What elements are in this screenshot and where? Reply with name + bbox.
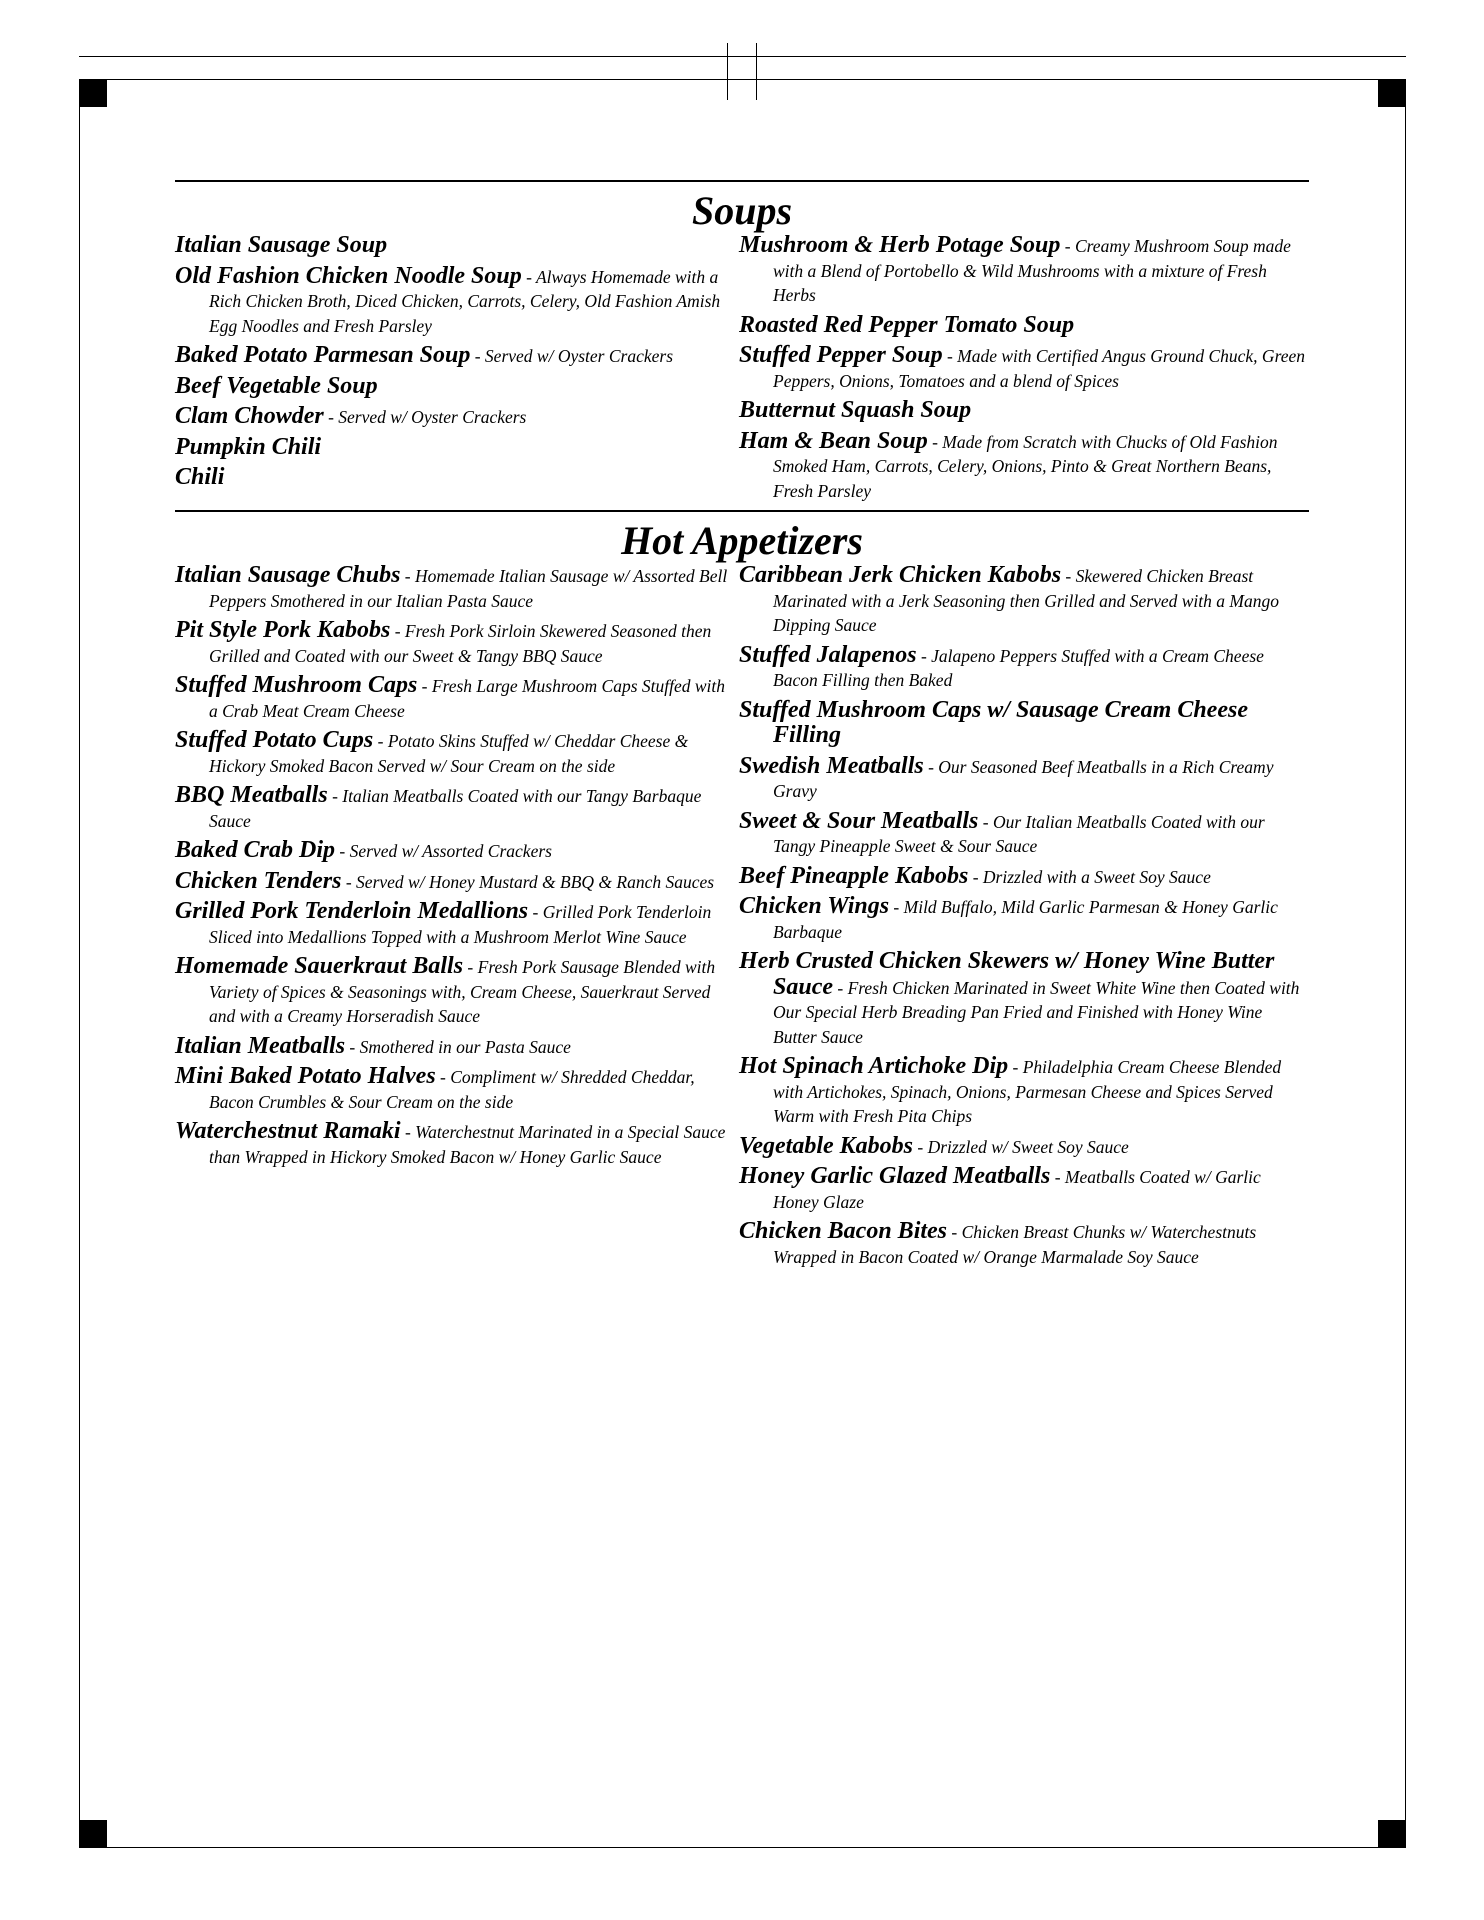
menu-item: [175, 839, 735, 865]
menu-item: [175, 262, 735, 340]
menu-item-name: Waterchestnut Ramaki: [175, 1118, 401, 1144]
menu-item: [739, 862, 1309, 891]
menu-item: [739, 344, 1309, 394]
menu-item: [739, 752, 1309, 805]
menu-item-name: Herb Crusted Chicken Skewers w/ Honey Wine Butter Sauce: [739, 948, 1275, 1000]
menu-item-description: - Chicken Breast Chunks w/ Waterchestnuts Wrapped in Bacon Coated w/ Orange Marmalade Soy Sauce: [773, 1222, 1257, 1267]
menu-item-name: Mini Baked Potato Halves: [175, 1063, 436, 1089]
hot-appetizers-left-column: [175, 564, 735, 1270]
menu-item-description: - Fresh Chicken Marinated in Sweet White Wine then Coated with Our Special Herb Breading Pan Fried and Finished with Honey Wine Butter Sauce: [773, 977, 1300, 1047]
hot-appetizers-top-rule: [175, 510, 1309, 512]
menu-item: [739, 895, 1309, 945]
menu-item: [739, 234, 1309, 309]
menu-item: [739, 564, 1309, 639]
menu-item-name: Stuffed Jalapenos: [739, 641, 917, 668]
menu-item-description: - Fresh Pork Sirloin Skewered Seasoned then Grilled and Coated with our Sweet & Tangy BBQ Sauce: [209, 621, 712, 666]
menu-item-description: - Always Homemade with a Rich Chicken Broth, Diced Chicken, Carrots, Celery, Old Fashion Amish Egg Noodles and Fresh Parsley: [209, 266, 721, 336]
menu-item-name: BBQ Meatballs: [175, 782, 328, 808]
menu-item-description: - Served w/ Honey Mustard & BBQ & Ranch Sauces: [341, 871, 715, 892]
menu-item: [175, 784, 735, 834]
menu-item-description: - Smothered in our Pasta Sauce: [345, 1036, 571, 1057]
menu-item-name: Grilled Pork Tenderloin Medallions: [175, 898, 529, 924]
menu-item: [175, 955, 735, 1030]
menu-item-name: Pumpkin Chili: [175, 433, 322, 460]
menu-item-description: - Fresh Large Mushroom Caps Stuffed with a Crab Meat Cream Cheese: [209, 676, 726, 721]
menu-item: [739, 427, 1309, 505]
menu-item-description: - Philadelphia Cream Cheese Blended with Artichokes, Spinach, Onions, Parmesan Cheese and Spices Served Warm with Fresh Pita Chips: [773, 1057, 1282, 1126]
menu-item-name: Chicken Wings: [739, 893, 890, 919]
menu-item-name: Roasted Red Pepper Tomato Soup: [739, 311, 1075, 338]
menu-item-name: Stuffed Mushroom Caps: [175, 672, 418, 698]
menu-item-description: - Jalapeno Peppers Stuffed with a Cream Cheese Bacon Filling then Baked: [773, 645, 1264, 690]
menu-item-name: Chicken Bacon Bites: [739, 1218, 948, 1244]
menu-item-description: - Homemade Italian Sausage w/ Assorted Bell Peppers Smothered in our Italian Pasta Sauce: [209, 566, 728, 611]
menu-item-name: Baked Potato Parmesan Soup: [175, 342, 471, 368]
menu-item-description: - Made with Certified Angus Ground Chuck, Green Peppers, Onions, Tomatoes and a blend of Spices: [773, 346, 1306, 391]
soups-top-rule: [175, 180, 1309, 182]
menu-item-description: - Served w/ Oyster Crackers: [323, 407, 527, 427]
menu-item-name: Caribbean Jerk Chicken Kabobs: [739, 562, 1062, 588]
corner-mark-top-left: [79, 79, 107, 107]
menu-item: [175, 674, 735, 724]
fold-mark-left: [727, 43, 728, 100]
menu-item-name: Sweet & Sour Meatballs: [739, 807, 979, 834]
menu-item-name: Beef Vegetable Soup: [175, 372, 378, 399]
menu-item-name: Ham & Bean Soup: [739, 427, 928, 454]
menu-item-name: Honey Garlic Glazed Meatballs: [739, 1163, 1051, 1189]
menu-item: [175, 234, 735, 260]
soups-title: Soups: [691, 188, 793, 233]
menu-item-description: - Waterchestnut Marinated in a Special Sauce than Wrapped in Hickory Smoked Bacon w/ Honey Garlic Sauce: [209, 1122, 726, 1167]
menu-item: [175, 1120, 735, 1170]
menu-item: [175, 344, 735, 370]
hot-appetizers-right-column: [739, 564, 1309, 1270]
menu-item-name: Italian Meatballs: [175, 1032, 346, 1059]
menu-item-description: - Italian Meatballs Coated with our Tangy Barbaque Sauce: [209, 786, 702, 831]
menu-item-description: - Our Italian Meatballs Coated with our Tangy Pineapple Sweet & Sour Sauce: [773, 811, 1265, 856]
menu-item: [175, 405, 735, 431]
menu-item-name: Italian Sausage Soup: [175, 232, 388, 258]
hot-appetizers-columns: [175, 564, 1309, 1270]
menu-item: [175, 867, 735, 896]
menu-item-description: - Meatballs Coated w/ Garlic Honey Glaze: [773, 1167, 1261, 1212]
menu-item-description: - Creamy Mushroom Soup made with a Blend of Portobello & Wild Mushrooms with a mixture of Fresh Herbs: [773, 236, 1291, 305]
menu-item: [739, 807, 1309, 860]
menu-item-name: Swedish Meatballs: [739, 752, 924, 779]
menu-item-name: Stuffed Pepper Soup: [739, 342, 943, 368]
soups-columns: [175, 234, 1309, 504]
menu-item: [175, 372, 735, 401]
menu-item-name: Hot Spinach Artichoke Dip: [739, 1053, 1009, 1079]
soups-left-column: [175, 234, 735, 504]
menu-item-description: - Our Seasoned Beef Meatballs in a Rich Creamy Gravy: [773, 756, 1274, 801]
menu-item: [739, 950, 1309, 1050]
hot-appetizers-title: Hot Appetizers: [621, 518, 863, 563]
menu-item-description: - Served w/ Assorted Crackers: [335, 841, 552, 861]
menu-item-name: Pit Style Pork Kabobs: [175, 617, 391, 643]
menu-item: [175, 619, 735, 669]
menu-item: [739, 1055, 1309, 1130]
menu-item: [739, 1165, 1309, 1215]
menu-item: [739, 1220, 1309, 1270]
menu-item: [739, 399, 1309, 425]
menu-content: [175, 180, 1309, 1270]
menu-item-description: - Fresh Pork Sausage Blended with Variety of Spices & Seasonings with, Cream Cheese, Sauerkraut Served and with a Creamy Horseradish Sauce: [209, 957, 716, 1026]
menu-item-name: Chili: [175, 464, 225, 490]
menu-item-description: - Drizzled with a Sweet Soy Sauce: [968, 866, 1211, 887]
menu-item: [175, 466, 735, 492]
menu-item-description: - Made from Scratch with Chucks of Old Fashion Smoked Ham, Carrots, Celery, Onions, Pinto & Great Northern Beans, Fresh Parsley: [773, 431, 1278, 501]
menu-item-name: Vegetable Kabobs: [739, 1132, 913, 1159]
menu-item-description: - Grilled Pork Tenderloin Sliced into Medallions Topped with a Mushroom Merlot Wine Sauce: [209, 902, 712, 947]
menu-item: [175, 729, 735, 779]
menu-item-name: Clam Chowder: [175, 403, 324, 429]
menu-item-name: Chicken Tenders: [175, 867, 342, 894]
menu-item-name: Butternut Squash Soup: [739, 397, 972, 423]
corner-mark-top-right: [1378, 79, 1406, 107]
menu-item: [175, 564, 735, 614]
menu-item: [739, 1132, 1309, 1161]
menu-item-name: Baked Crab Dip: [175, 837, 336, 863]
top-rule: [79, 56, 1406, 57]
menu-item-name: Mushroom & Herb Potage Soup: [739, 232, 1061, 258]
menu-item-description: - Potato Skins Stuffed w/ Cheddar Cheese & Hickory Smoked Bacon Served w/ Sour Cream on the side: [209, 731, 689, 776]
soups-right-column: [739, 234, 1309, 504]
menu-item: [175, 1032, 735, 1061]
menu-item-name: Beef Pineapple Kabobs: [739, 862, 969, 889]
menu-item: [739, 641, 1309, 694]
menu-item-name: Italian Sausage Chubs: [175, 562, 401, 588]
menu-item-description: - Compliment w/ Shredded Cheddar, Bacon Crumbles & Sour Cream on the side: [209, 1067, 695, 1112]
menu-item-description: - Drizzled w/ Sweet Soy Sauce: [913, 1136, 1129, 1157]
menu-item: [739, 696, 1309, 750]
menu-item-name: Stuffed Mushroom Caps w/ Sausage Cream Cheese Filling: [739, 696, 1248, 748]
menu-item-name: Stuffed Potato Cups: [175, 727, 374, 753]
menu-item-description: - Skewered Chicken Breast Marinated with a Jerk Seasoning then Grilled and Served with a Mango Dipping Sauce: [773, 566, 1279, 635]
menu-item-description: - Served w/ Oyster Crackers: [470, 346, 674, 366]
corner-mark-bottom-right: [1378, 1820, 1406, 1848]
menu-item-name: Homemade Sauerkraut Balls: [175, 953, 464, 979]
menu-item: [175, 433, 735, 462]
menu-item-description: - Mild Buffalo, Mild Garlic Parmesan & Honey Garlic Barbaque: [773, 897, 1278, 942]
fold-mark-right: [756, 43, 757, 100]
menu-item-name: Old Fashion Chicken Noodle Soup: [175, 262, 522, 289]
menu-item: [175, 1065, 735, 1115]
menu-item: [175, 900, 735, 950]
corner-mark-bottom-left: [79, 1820, 107, 1848]
menu-item: [739, 311, 1309, 340]
